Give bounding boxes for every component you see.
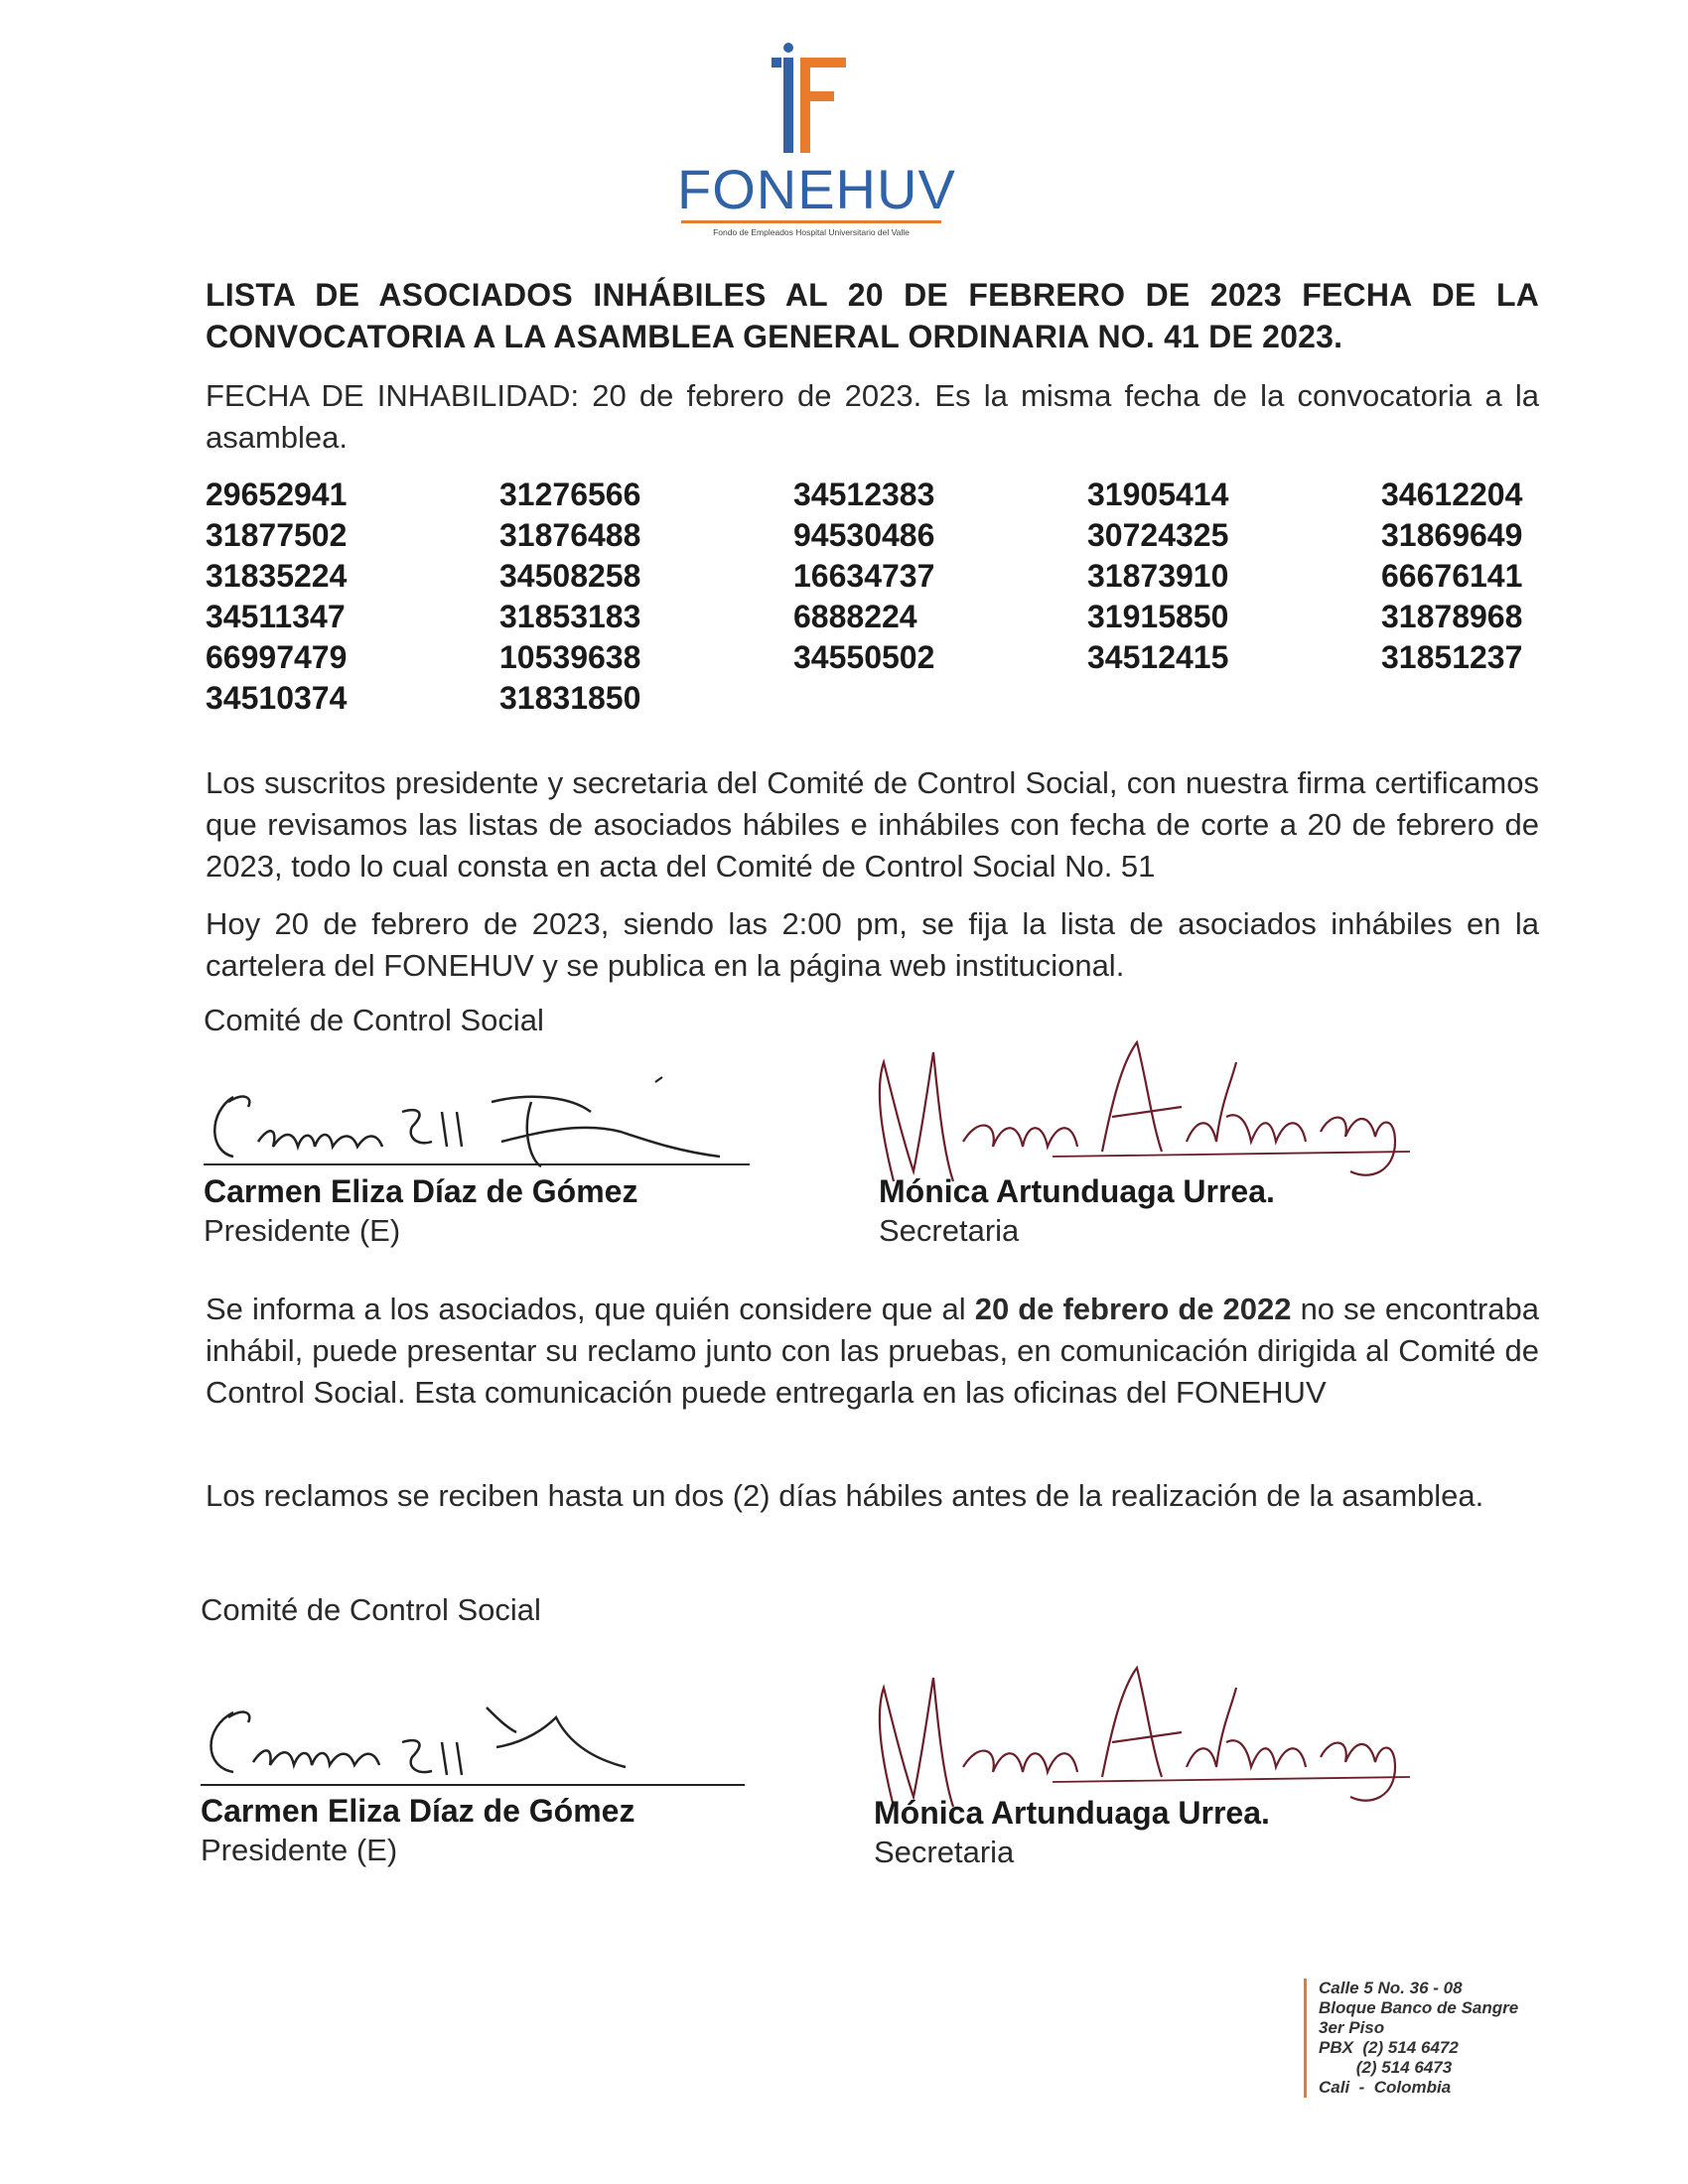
address-line: Cali - Colombia xyxy=(1319,2078,1452,2097)
address-line: (2) 514 6473 xyxy=(1319,2058,1453,2077)
secretaria-name-2: Mónica Artunduaga Urrea. xyxy=(874,1795,1270,1831)
secretaria-name: Mónica Artunduaga Urrea. xyxy=(879,1173,1275,1209)
presidente-role: Presidente (E) xyxy=(204,1213,401,1248)
secretaria-role: Secretaria xyxy=(879,1213,1020,1248)
asociado-id: 31853183 xyxy=(499,599,641,634)
address-line: Calle 5 No. 36 - 08 xyxy=(1319,1979,1463,1997)
asociado-id: 66997479 xyxy=(206,639,348,675)
asociado-id: 94530486 xyxy=(793,517,935,553)
presidente-role-2: Presidente (E) xyxy=(201,1833,398,1867)
informe-text-2: no se encontraba inhábil, puede presentar su reclamo junto con las pruebas, en comunicación dirigida al Comité de Control Social. Esta comunicación puede entregarla en las oficinas del FONEHUV xyxy=(206,1292,1540,1410)
asociado-id: 31877502 xyxy=(206,517,348,553)
certificacion-paragraph: Los suscritos presidente y secretaria del Comité de Control Social, con nuestra firma certificamos que revisamos las listas de asociados hábiles e inhábiles con fecha de corte a 20 de febrero de 2023, todo lo cual consta en acta del Comité de Control Social No. 51 xyxy=(206,765,1539,884)
comite-label-2: Comité de Control Social xyxy=(201,1592,541,1627)
document-title: LISTA DE ASOCIADOS INHÁBILES AL 20 DE FEBRERO DE 2023 FECHA DE LA CONVOCATORIA A LA ASAMBLEA GENERAL ORDINARIA NO. 41 DE 2023. xyxy=(206,277,1539,354)
address-footer xyxy=(1304,1979,1518,2098)
address-line: PBX (2) 514 6472 xyxy=(1319,2038,1459,2057)
asociado-id: 29652941 xyxy=(206,477,348,512)
signature-line-presidente-2 xyxy=(201,1784,745,1786)
asociado-id: 31878968 xyxy=(1381,599,1523,634)
secretaria-role-2: Secretaria xyxy=(874,1835,1015,1869)
asociado-id: 31831850 xyxy=(499,680,641,716)
comite-label: Comité de Control Social xyxy=(204,1003,544,1037)
logo-underline xyxy=(681,220,941,223)
asociado-id: 66676141 xyxy=(1381,558,1523,594)
logo-subtitle: Fondo de Empleados Hospital Universitario del Valle xyxy=(713,227,910,237)
reclamos-paragraph: Los reclamos se reciben hasta un dos (2) días hábiles antes de la realización de la asamblea. xyxy=(206,1478,1484,1513)
asociado-id: 6888224 xyxy=(793,599,917,634)
fecha-inhabilidad: FECHA DE INHABILIDAD: 20 de febrero de 2023. Es la misma fecha de la convocatoria a la asamblea. xyxy=(206,378,1539,455)
address-line: Bloque Banco de Sangre xyxy=(1319,1998,1519,2017)
publicacion-paragraph: Hoy 20 de febrero de 2023, siendo las 2:00 pm, se fija la lista de asociados inhábiles en la cartelera del FONEHUV y se publica en la página web institucional. xyxy=(206,906,1539,983)
asociado-id: 31835224 xyxy=(206,558,348,594)
signature-presidente-2 xyxy=(199,1688,715,1787)
asociado-id: 31905414 xyxy=(1087,477,1229,512)
asociado-id: 34511347 xyxy=(206,599,346,634)
signature-presidente xyxy=(204,1072,720,1171)
asociado-id: 10539638 xyxy=(499,639,641,675)
asociado-id: 31276566 xyxy=(499,477,641,512)
presidente-name-2: Carmen Eliza Díaz de Gómez xyxy=(201,1793,635,1829)
informe-paragraph xyxy=(206,1289,1539,1414)
asociado-id: 34512415 xyxy=(1087,639,1229,675)
asociado-id: 34512383 xyxy=(793,477,935,512)
informe-text-1: Se informa a los asociados, que quién considere que al xyxy=(206,1292,975,1326)
logo-mark-icon xyxy=(665,40,963,159)
asociado-id: 34612204 xyxy=(1381,477,1523,512)
asociado-id: 31915850 xyxy=(1087,599,1229,634)
address-line: 3er Piso xyxy=(1319,2018,1385,2037)
presidente-name: Carmen Eliza Díaz de Gómez xyxy=(204,1173,638,1209)
asociado-id: 34550502 xyxy=(793,639,935,675)
fonehuv-logo xyxy=(665,40,963,238)
informe-fecha-bold: 20 de febrero de 2022 xyxy=(974,1292,1292,1326)
asociado-id: 34508258 xyxy=(499,558,641,594)
asociado-id: 31873910 xyxy=(1087,558,1229,594)
asociado-id: 16634737 xyxy=(793,558,935,594)
logo-name: FONEHUV xyxy=(677,158,956,220)
asociado-id: 34510374 xyxy=(206,680,348,716)
asociado-id: 31876488 xyxy=(499,517,641,553)
asociado-id: 31869649 xyxy=(1381,517,1523,553)
signature-line-presidente xyxy=(204,1163,750,1165)
asociado-id: 30724325 xyxy=(1087,517,1229,553)
asociados-list xyxy=(206,475,1675,719)
asociado-id: 31851237 xyxy=(1381,639,1523,675)
